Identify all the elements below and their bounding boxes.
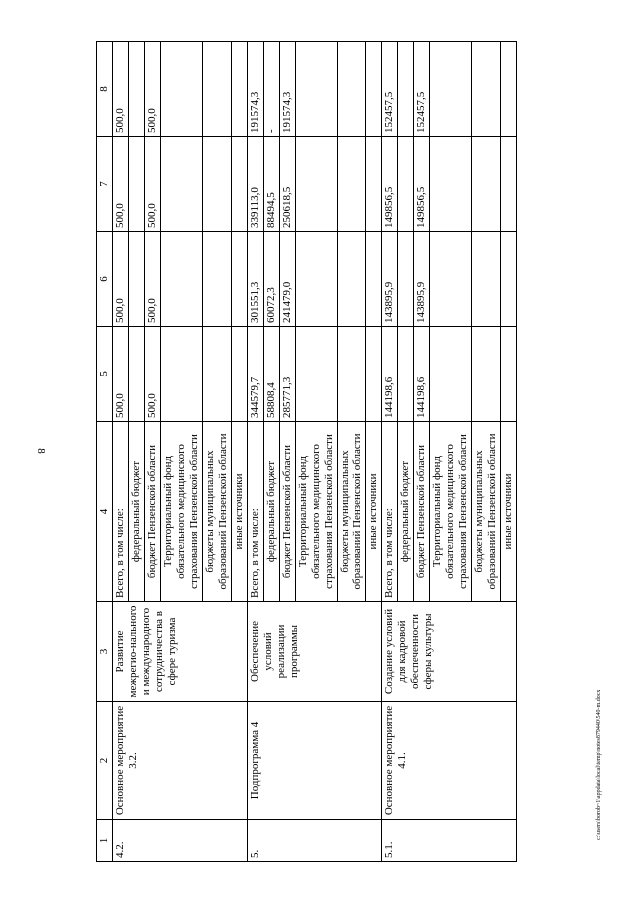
col-header: 3 [97,602,113,702]
amount-cell [231,42,247,137]
amount-cell: 500,0 [144,42,160,137]
item-description: Создание условий для кадровой обеспеченности сферы культуры [382,602,517,702]
funding-source: федеральный бюджет [128,422,144,602]
amount-cell [295,137,337,232]
amount-cell [472,42,501,137]
amount-cell [202,327,231,422]
amount-cell: 191574,3 [279,42,295,137]
col-header: 8 [97,42,113,137]
amount-cell [430,42,472,137]
item-name: Подпрограмма 4 [247,702,382,820]
amount-cell: 500,0 [144,327,160,422]
table-row [247,42,263,862]
amount-cell [231,232,247,327]
amount-cell [128,327,144,422]
amount-cell: 285771,3 [279,327,295,422]
amount-cell: 241479,0 [279,232,295,327]
amount-cell [501,232,517,327]
item-number: 4.2. [112,820,247,862]
amount-cell: 500,0 [144,137,160,232]
amount-cell [337,327,366,422]
amount-cell [398,327,414,422]
amount-cell [202,232,231,327]
amount-cell [295,42,337,137]
amount-cell [501,327,517,422]
col-header: 7 [97,137,113,232]
amount-cell: 144198,6 [414,327,430,422]
funding-source: Территориальный фонд обязательного медицинского страхования Пензенской области [295,422,337,602]
amount-cell [128,232,144,327]
funding-source: федеральный бюджет [398,422,414,602]
amount-cell: 88494,5 [263,137,279,232]
amount-cell [202,137,231,232]
amount-cell [231,137,247,232]
amount-cell [337,232,366,327]
amount-cell [472,327,501,422]
amount-cell [128,42,144,137]
item-name: Основное мероприятие 4.1. [382,702,517,820]
amount-cell [366,42,382,137]
funding-source: бюджет Пензенской области [279,422,295,602]
amount-cell: 344579,7 [247,327,263,422]
funding-source: иные источники [501,422,517,602]
funding-source: Всего, в том числе: [247,422,263,602]
amount-cell [430,137,472,232]
amount-cell [295,232,337,327]
funding-source: иные источники [366,422,382,602]
amount-cell [231,327,247,422]
col-header: 4 [97,422,113,602]
amount-cell [128,137,144,232]
funding-source: Территориальный фонд обязательного медицинского страхования Пензенской области [160,422,202,602]
amount-cell [202,42,231,137]
amount-cell: 144198,6 [382,327,398,422]
item-number: 5.1. [382,820,517,862]
header-row [97,42,113,862]
amount-cell: 500,0 [112,137,128,232]
item-name: Основное мероприятие 3.2. [112,702,247,820]
amount-cell [472,137,501,232]
amount-cell [160,137,202,232]
funding-source: Всего, в том числе: [382,422,398,602]
amount-cell [398,137,414,232]
amount-cell [366,137,382,232]
amount-cell [295,327,337,422]
file-path: c:\users\borob~1\appdata\local\temp\notes879440\540-m.docx [596,689,602,840]
funding-source: иные источники [231,422,247,602]
funding-source: бюджеты муниципальных образований Пензенской области [337,422,366,602]
amount-cell: 500,0 [112,42,128,137]
amount-cell: 149856,5 [382,137,398,232]
amount-cell: 58808,4 [263,327,279,422]
col-header: 2 [97,702,113,820]
amount-cell [337,137,366,232]
amount-cell: 500,0 [112,232,128,327]
funding-source: бюджеты муниципальных образований Пензенской области [472,422,501,602]
amount-cell: 143895,9 [414,232,430,327]
amount-cell: 500,0 [144,232,160,327]
amount-cell: - [263,42,279,137]
amount-cell [366,232,382,327]
amount-cell: 250618,5 [279,137,295,232]
amount-cell: 500,0 [112,327,128,422]
col-header: 1 [97,820,113,862]
amount-cell [160,42,202,137]
amount-cell [337,42,366,137]
page-number: 8 [34,448,47,454]
amount-cell [501,42,517,137]
col-header: 5 [97,327,113,422]
amount-cell [398,42,414,137]
rotated-table-page [96,42,596,862]
amount-cell [160,232,202,327]
amount-cell [501,137,517,232]
amount-cell [430,327,472,422]
funding-source: Всего, в том числе: [112,422,128,602]
amount-cell [398,232,414,327]
amount-cell: 152457,5 [382,42,398,137]
amount-cell: 60072,3 [263,232,279,327]
amount-cell [160,327,202,422]
item-description: Развитие межрегио-нального и международного сотрудничества в сфере туризма [112,602,247,702]
amount-cell [366,327,382,422]
table-row [112,42,128,862]
item-number: 5. [247,820,382,862]
amount-cell [472,232,501,327]
funding-source: бюджет Пензенской области [144,422,160,602]
col-header: 6 [97,232,113,327]
amount-cell: 339113,0 [247,137,263,232]
funding-source: бюджет Пензенской области [414,422,430,602]
funding-source: бюджеты муниципальных образований Пензенской области [202,422,231,602]
financing-table [96,41,517,862]
table-row [382,42,398,862]
amount-cell: 149856,5 [414,137,430,232]
amount-cell: 191574,3 [247,42,263,137]
item-description: Обеспечение условий реализации программы [247,602,382,702]
funding-source: Территориальный фонд обязательного медицинского страхования Пензенской области [430,422,472,602]
funding-source: федеральный бюджет [263,422,279,602]
amount-cell [430,232,472,327]
amount-cell: 143895,9 [382,232,398,327]
amount-cell: 152457,5 [414,42,430,137]
amount-cell: 301551,3 [247,232,263,327]
